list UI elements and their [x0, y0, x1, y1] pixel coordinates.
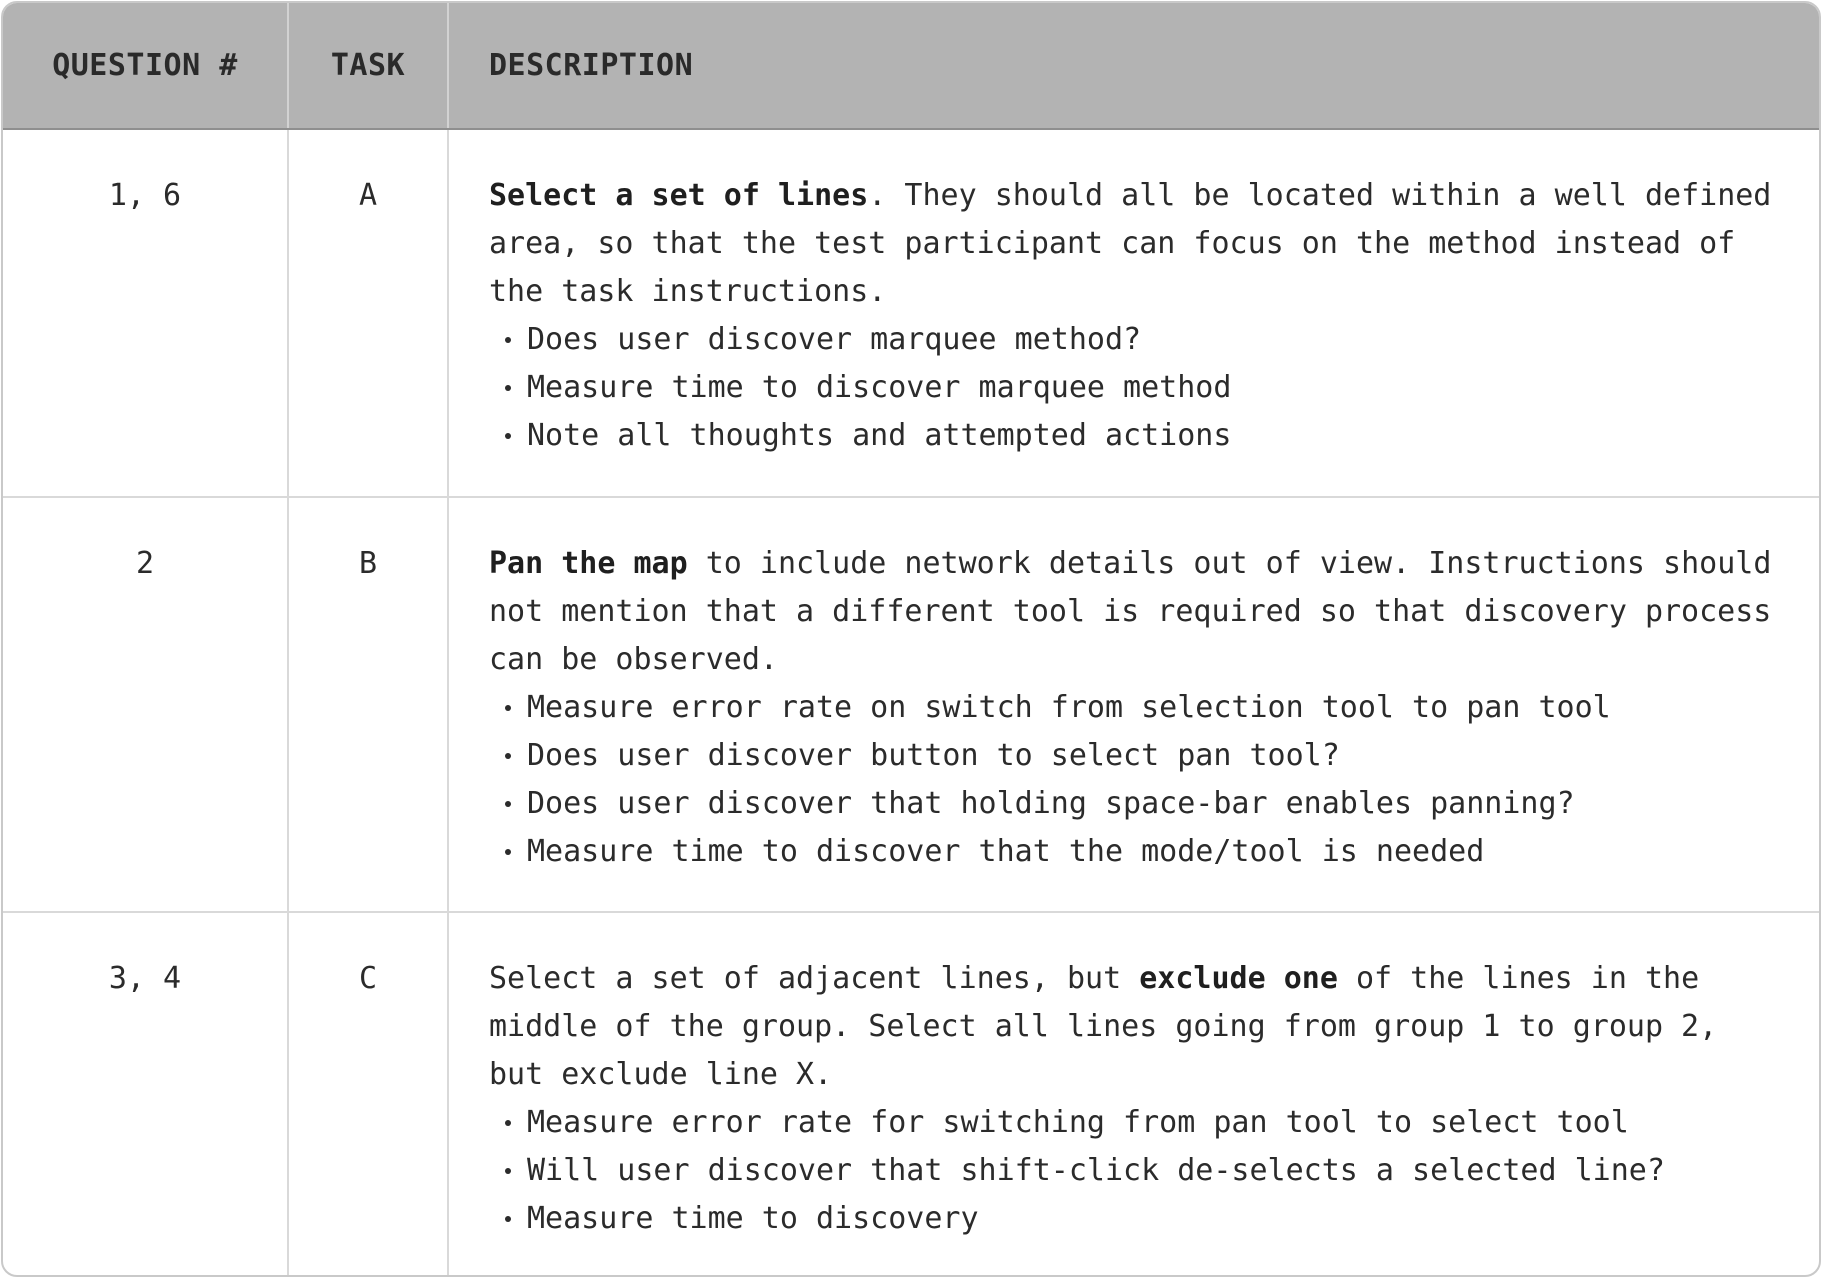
criteria-item: Will user discover that shift-click de-selects a selected line?	[501, 1147, 1789, 1195]
criteria-item: Measure error rate for switching from pan tool to select tool	[501, 1099, 1789, 1147]
description-rest: to include network details out of view. Instructions should not mention that a different tool is required so that discovery process can be observed.	[489, 546, 1772, 677]
criteria-item: Note all thoughts and attempted actions	[501, 412, 1789, 460]
description-cell	[448, 497, 1819, 912]
table-header	[3, 3, 1819, 129]
criteria-item: Measure error rate on switch from selection tool to pan tool	[501, 684, 1789, 732]
task-letter-cell: B	[288, 497, 448, 912]
description-emphasis: Pan the map	[489, 546, 688, 581]
table-body	[3, 129, 1819, 1277]
table-row	[3, 912, 1819, 1277]
description-emphasis: Select a set of lines	[489, 178, 869, 213]
question-number-cell: 1, 6	[3, 129, 288, 497]
description-rest: . They should all be located within a well defined area, so that the test participant can focus on the method instead of the task instructions.	[489, 178, 1772, 309]
usability-task-table	[1, 1, 1821, 1277]
description-text	[489, 540, 1789, 684]
criteria-item: Measure time to discover that the mode/tool is needed	[501, 828, 1789, 876]
task-table	[3, 3, 1819, 1277]
description-rest: of the lines in the middle of the group. Select all lines going from group 1 to group 2, but exclude line X.	[489, 961, 1718, 1092]
description-text	[489, 172, 1789, 316]
criteria-item: Does user discover marquee method?	[501, 316, 1789, 364]
header-row	[3, 3, 1819, 129]
criteria-list	[489, 316, 1789, 460]
description-lead: Select a set of adjacent lines, but	[489, 961, 1140, 996]
description-cell	[448, 912, 1819, 1277]
question-number-cell: 2	[3, 497, 288, 912]
criteria-item: Measure time to discovery	[501, 1195, 1789, 1243]
column-header-question: QUESTION #	[3, 3, 288, 129]
task-letter-cell: A	[288, 129, 448, 497]
task-letter-cell: C	[288, 912, 448, 1277]
criteria-item: Does user discover that holding space-bar enables panning?	[501, 780, 1789, 828]
criteria-item: Measure time to discover marquee method	[501, 364, 1789, 412]
column-header-description: DESCRIPTION	[448, 3, 1819, 129]
description-emphasis: exclude one	[1139, 961, 1338, 996]
criteria-list	[489, 684, 1789, 876]
description-text	[489, 955, 1789, 1099]
description-cell	[448, 129, 1819, 497]
criteria-item: Does user discover button to select pan tool?	[501, 732, 1789, 780]
table-row	[3, 129, 1819, 497]
question-number-cell: 3, 4	[3, 912, 288, 1277]
column-header-task: TASK	[288, 3, 448, 129]
table-row	[3, 497, 1819, 912]
criteria-list	[489, 1099, 1789, 1243]
